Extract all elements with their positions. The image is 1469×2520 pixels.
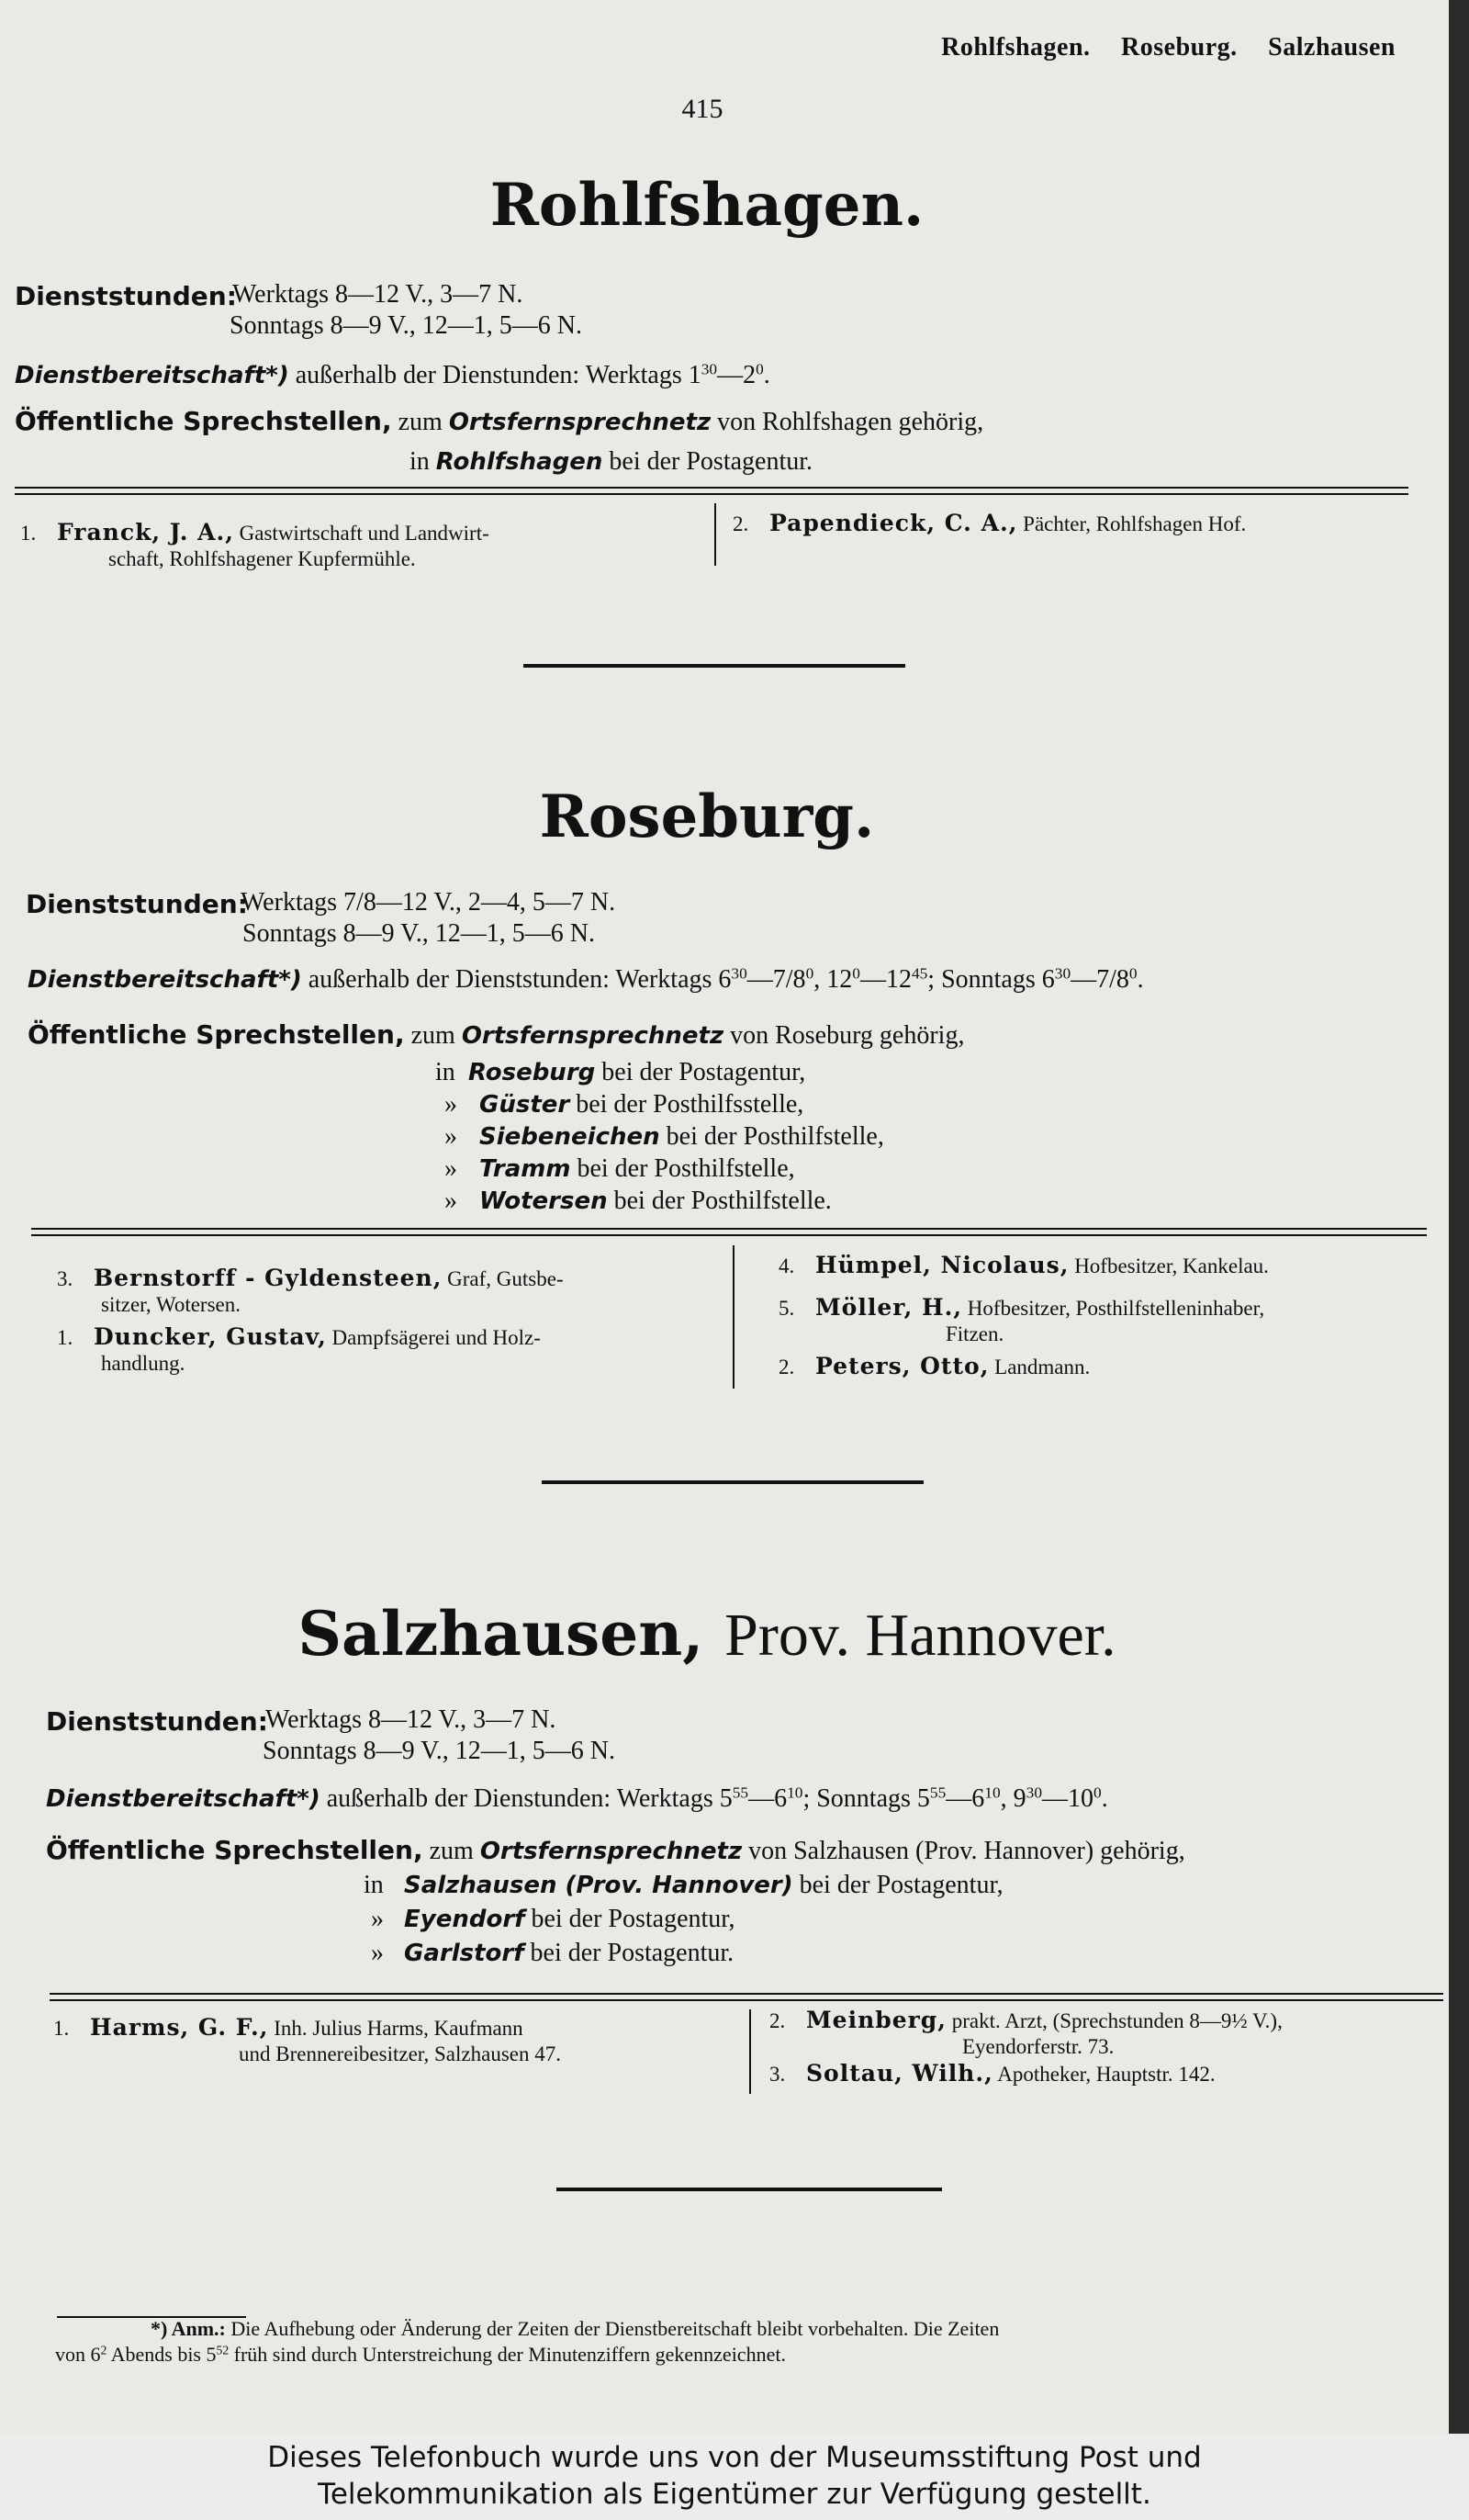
list-item	[20, 520, 700, 572]
sup: 0	[1128, 964, 1138, 983]
hours-sunday: Sonntags 8—9 V., 12—1, 5—6 N.	[263, 1737, 616, 1765]
entry-name: Meinberg,	[806, 2007, 947, 2033]
bereitschaft-text: —6	[748, 1784, 788, 1813]
hours-line	[46, 1706, 268, 1738]
footnote-text: von 6	[55, 2343, 101, 2366]
footnote-text: Abends bis 5	[107, 2343, 217, 2366]
sprechstellen-text: von Roseburg gehörig,	[730, 1021, 965, 1050]
sup: 30	[701, 360, 718, 378]
double-rule	[15, 487, 1408, 489]
place-name: Salzhausen (Prov. Hannover)	[404, 1872, 793, 1899]
double-rule	[31, 1228, 1427, 1230]
place-prefix: in	[364, 1871, 384, 1899]
bereitschaft-line	[15, 360, 770, 391]
bereitschaft-text: .	[1101, 1784, 1108, 1813]
footnote	[55, 2316, 1451, 2368]
section-separator	[523, 664, 905, 668]
section-separator	[542, 1480, 924, 1484]
sup: 2	[100, 2343, 107, 2357]
bereitschaft-label: Dienstbereitschaft*)	[15, 362, 289, 389]
place-name: Eyendorf	[404, 1906, 525, 1933]
sprechstellen-label: Öffentliche Sprechstellen,	[28, 1019, 405, 1050]
entry-number: 5.	[779, 1297, 795, 1320]
bereitschaft-text: .	[763, 361, 770, 389]
double-rule	[50, 1999, 1443, 2001]
column-divider	[749, 2009, 751, 2094]
bereitschaft-label: Dienstbereitschaft*)	[46, 1785, 320, 1813]
bereitschaft-text: —6	[946, 1784, 985, 1813]
sup: 52	[216, 2343, 230, 2357]
entry-name: Bernstorff - Gyldensteen,	[94, 1265, 443, 1291]
bereitschaft-text: —10	[1042, 1784, 1093, 1813]
place-name: Tramm	[479, 1155, 571, 1183]
place-rest: bei der Postagentur.	[530, 1939, 734, 1967]
sup: 0	[1093, 1783, 1102, 1802]
place-rest: bei der Posthilfstelle,	[666, 1122, 884, 1151]
column-divider	[714, 503, 716, 566]
net-name: Ortsfernsprechnetz	[461, 1022, 724, 1050]
hours-sunday: Sonntags 8—9 V., 12—1, 5—6 N.	[230, 311, 583, 340]
bereitschaft-line	[28, 964, 1144, 996]
hours-line	[26, 889, 248, 921]
bereitschaft-text: ; Sonntags 6	[927, 965, 1055, 994]
list-item	[53, 2015, 733, 2067]
place-line	[364, 1870, 1004, 1901]
entry-number: 4.	[779, 1254, 795, 1277]
list-item	[769, 2061, 1449, 2087]
bereitschaft-text: , 12	[813, 965, 853, 994]
place-name: Güster	[479, 1091, 570, 1119]
running-header-item: Roseburg.	[1121, 33, 1238, 62]
place-prefix: »	[371, 1905, 384, 1933]
section-title: Roseburg.	[539, 782, 875, 851]
place-line	[444, 1153, 795, 1185]
list-item	[779, 1354, 1440, 1380]
entry-text: Inh. Julius Harms, Kaufmann	[274, 2017, 523, 2040]
section-separator	[556, 2188, 942, 2191]
place-prefix: »	[444, 1154, 457, 1183]
entry-text: Pächter, Rohlfshagen Hof.	[1023, 512, 1247, 535]
hours-line	[15, 281, 237, 313]
hours-weekday: Werktags 8—12 V., 3—7 N.	[265, 1705, 556, 1734]
place-rest: bei der Posthilfstelle.	[613, 1187, 832, 1215]
footnote-mark: *) Anm.:	[151, 2317, 226, 2340]
place-line	[444, 1186, 832, 1217]
section-title: Rohlfshagen.	[489, 171, 925, 240]
bereitschaft-text: —7/8	[1071, 965, 1129, 994]
entry-text: und Brennereibesitzer, Salzhausen 47.	[239, 2042, 561, 2065]
running-header-item: Rohlfshagen.	[941, 33, 1091, 62]
hours-label: Dienststunden:	[46, 1706, 268, 1737]
sprechstellen-text: von Salzhausen (Prov. Hannover) gehörig,	[748, 1837, 1185, 1865]
list-item	[779, 1295, 1440, 1347]
sup: 0	[756, 360, 764, 378]
place-prefix: »	[371, 1939, 384, 1967]
place-prefix: in	[409, 447, 430, 476]
place-rest: bei der Postagentur,	[531, 1905, 735, 1933]
place-rest: bei der Postagentur,	[601, 1058, 806, 1086]
entry-text: Gastwirtschaft und Landwirt-	[239, 522, 489, 545]
section-subtitle: Prov. Hannover.	[724, 1602, 1116, 1669]
place-line	[444, 1089, 803, 1120]
entry-number: 1.	[57, 1326, 73, 1349]
place-prefix: in	[435, 1058, 455, 1086]
place-name: Rohlfshagen	[435, 448, 603, 476]
sup: 55	[929, 1783, 947, 1802]
entry-text: Hofbesitzer, Kankelau.	[1074, 1254, 1269, 1277]
bereitschaft-text: .	[1137, 965, 1144, 994]
place-line	[409, 446, 813, 478]
entry-number: 3.	[57, 1267, 73, 1290]
footnote-text: Die Aufhebung oder Änderung der Zeiten der Dienstbereitschaft bleibt vorbehalten. Die Zeiten	[230, 2317, 1000, 2340]
bereitschaft-text: , 9	[1000, 1784, 1026, 1813]
sprechstellen-line	[28, 1019, 964, 1052]
entry-text: Dampfsägerei und Holz-	[331, 1326, 541, 1349]
entry-name: Peters, Otto,	[815, 1353, 990, 1379]
place-prefix: »	[444, 1090, 457, 1119]
list-item	[779, 1253, 1440, 1279]
hours-label: Dienststunden:	[15, 281, 237, 311]
double-rule	[31, 1234, 1427, 1236]
sup: 55	[732, 1783, 749, 1802]
entry-number: 3.	[769, 2063, 786, 2086]
bereitschaft-text: —7/8	[746, 965, 806, 994]
sup: 0	[805, 964, 814, 983]
entry-text: handlung.	[101, 1352, 185, 1375]
section-title-main: Salzhausen,	[297, 1598, 704, 1670]
list-item	[769, 2008, 1449, 2060]
entry-name: Soltau, Wilh.,	[806, 2060, 993, 2087]
provenance-footer	[0, 2436, 1469, 2520]
hours-weekday: Werktags 7/8—12 V., 2—4, 5—7 N.	[241, 888, 616, 917]
bereitschaft-line	[46, 1783, 1108, 1815]
sup: 0	[852, 964, 860, 983]
entry-number: 2.	[733, 512, 749, 535]
list-item	[733, 511, 1412, 537]
footer-line: Dieses Telefonbuch wurde uns von der Museumsstiftung Post und	[267, 2441, 1202, 2474]
sprechstellen-line	[15, 406, 983, 438]
sprechstellen-text: zum	[429, 1837, 474, 1865]
place-line	[371, 1938, 734, 1969]
list-item	[57, 1324, 718, 1377]
entry-text: Landmann.	[994, 1356, 1091, 1378]
entry-name: Papendieck, C. A.,	[769, 510, 1018, 536]
entry-text: prakt. Arzt, (Sprechstunden 8—9½ V.),	[951, 2009, 1283, 2032]
entry-name: Duncker, Gustav,	[94, 1323, 327, 1350]
running-header-item: Salzhausen	[1268, 33, 1396, 62]
hours-sunday: Sonntags 8—9 V., 12—1, 5—6 N.	[242, 919, 596, 948]
bereitschaft-text: außerhalb der Dienststunden: Werktags 6	[308, 965, 732, 994]
sprechstellen-line	[46, 1835, 1185, 1867]
bereitschaft-text: außerhalb der Dienstunden: Werktags 5	[326, 1784, 733, 1813]
place-line	[435, 1057, 805, 1088]
sup: 30	[731, 964, 747, 983]
sup: 30	[1026, 1783, 1042, 1802]
section-title	[0, 1598, 1414, 1671]
entry-name: Möller, H.,	[815, 1294, 963, 1321]
entry-text: Graf, Gutsbe-	[447, 1267, 564, 1290]
entry-text: sitzer, Wotersen.	[101, 1293, 241, 1316]
entry-text: Eyendorferstr. 73.	[962, 2035, 1115, 2058]
hours-weekday: Werktags 8—12 V., 3—7 N.	[232, 280, 523, 309]
place-rest: bei der Postagentur,	[799, 1871, 1004, 1899]
net-name: Ortsfernsprechnetz	[479, 1838, 743, 1865]
sprechstellen-text: zum	[398, 408, 443, 436]
bereitschaft-text: —12	[859, 965, 912, 994]
entry-text: Hofbesitzer, Posthilfstelleninhaber,	[967, 1297, 1265, 1320]
sup: 45	[911, 964, 928, 983]
sprechstellen-text: von Rohlfshagen gehörig,	[717, 408, 984, 436]
sup: 10	[984, 1783, 1001, 1802]
place-line	[371, 1904, 735, 1935]
entry-text: Fitzen.	[946, 1322, 1004, 1345]
entry-number: 1.	[53, 2017, 70, 2040]
place-line	[444, 1121, 884, 1153]
place-name: Roseburg	[468, 1059, 596, 1086]
entry-name: Franck, J. A.,	[57, 519, 234, 546]
bereitschaft-text: ; Sonntags 5	[802, 1784, 930, 1813]
place-rest: bei der Postagentur.	[609, 447, 813, 476]
sup: 30	[1054, 964, 1071, 983]
place-name: Garlstorf	[404, 1940, 524, 1967]
entry-name: Harms, G. F.,	[90, 2014, 269, 2041]
column-divider	[733, 1245, 734, 1389]
double-rule	[50, 1993, 1443, 1995]
entry-text: Apotheker, Hauptstr. 142.	[997, 2063, 1216, 2086]
footer-line: Telekommunikation als Eigentümer zur Verfügung gestellt.	[318, 2478, 1151, 2511]
place-rest: bei der Posthilfsstelle,	[576, 1090, 804, 1119]
place-name: Siebeneichen	[479, 1123, 660, 1151]
bereitschaft-text: außerhalb der Dienstunden: Werktags 1	[295, 361, 701, 389]
sprechstellen-label: Öffentliche Sprechstellen,	[46, 1835, 423, 1865]
place-name: Wotersen	[479, 1187, 608, 1215]
place-rest: bei der Posthilfstelle,	[577, 1154, 795, 1183]
footnote-text: früh sind durch Unterstreichung der Minutenziffern gekennzeichnet.	[229, 2343, 786, 2366]
sprechstellen-label: Öffentliche Sprechstellen,	[15, 406, 392, 436]
running-header	[917, 33, 1396, 62]
place-prefix: »	[444, 1187, 457, 1215]
sprechstellen-text: zum	[410, 1021, 455, 1050]
sup: 10	[787, 1783, 803, 1802]
list-item	[57, 1266, 718, 1318]
entry-number: 2.	[769, 2009, 786, 2032]
entry-number: 1.	[20, 522, 37, 545]
entry-number: 2.	[779, 1356, 795, 1378]
scan-edge	[1449, 0, 1469, 2434]
hours-label: Dienststunden:	[26, 889, 248, 919]
bereitschaft-label: Dienstbereitschaft*)	[28, 966, 302, 994]
net-name: Ortsfernsprechnetz	[448, 409, 712, 436]
double-rule	[15, 493, 1408, 495]
place-prefix: »	[444, 1122, 457, 1151]
page-number: 415	[681, 94, 723, 124]
entry-name: Hümpel, Nicolaus,	[815, 1252, 1070, 1278]
bereitschaft-text: —2	[717, 361, 757, 389]
entry-text: schaft, Rohlfshagener Kupfermühle.	[108, 547, 416, 570]
